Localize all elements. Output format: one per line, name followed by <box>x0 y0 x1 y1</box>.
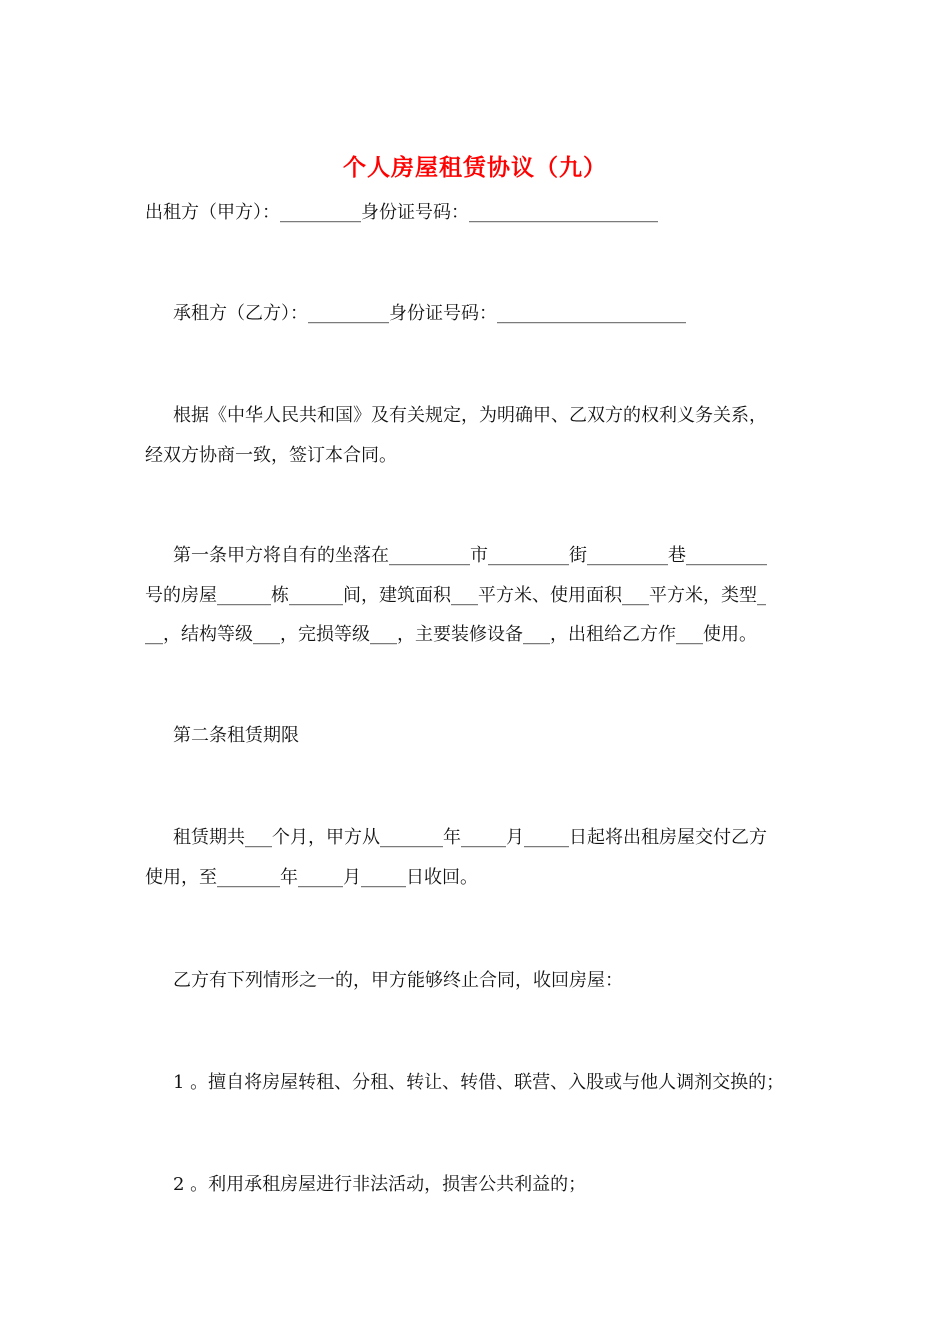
preamble-line-2: 经双方协商一致，签订本合同。 <box>145 445 397 466</box>
term-line-2: 使用，至_______年_____月_____日收回。 <box>145 867 478 888</box>
lessor-line: 出租方（甲方）：_________身份证号码：_____________________ <box>145 202 658 223</box>
lessee-line: 承租方（乙方）：_________身份证号码：_____________________ <box>173 303 686 324</box>
term-line-1: 租赁期共___个月，甲方从_______年_____月_____日起将出租房屋交付乙方 <box>173 827 767 848</box>
article1-line-1: 第一条甲方将自有的坐落在_________市_________街_________巷_________ <box>173 545 767 566</box>
article1-line-3: __，结构等级___，完损等级___，主要装修设备___，出租给乙方作___使用。 <box>145 624 757 645</box>
termination-item-2: 2 。利用承租房屋进行非法活动，损害公共利益的； <box>173 1174 587 1195</box>
termination-item-1: 1 。擅自将房屋转租、分租、转让、转借、联营、入股或与他人调剂交换的； <box>173 1072 785 1093</box>
termination-intro: 乙方有下列情形之一的，甲方能够终止合同，收回房屋： <box>173 970 623 991</box>
preamble-line-1: 根据《中华人民共和国》及有关规定，为明确甲、乙双方的权利义务关系， <box>173 405 767 426</box>
article2-heading: 第二条租赁期限 <box>173 725 299 746</box>
article1-line-2: 号的房屋______栋______间，建筑面积___平方米、使用面积___平方米，类型_ <box>145 585 766 606</box>
document-title: 个人房屋租赁协议（九） <box>343 154 607 181</box>
